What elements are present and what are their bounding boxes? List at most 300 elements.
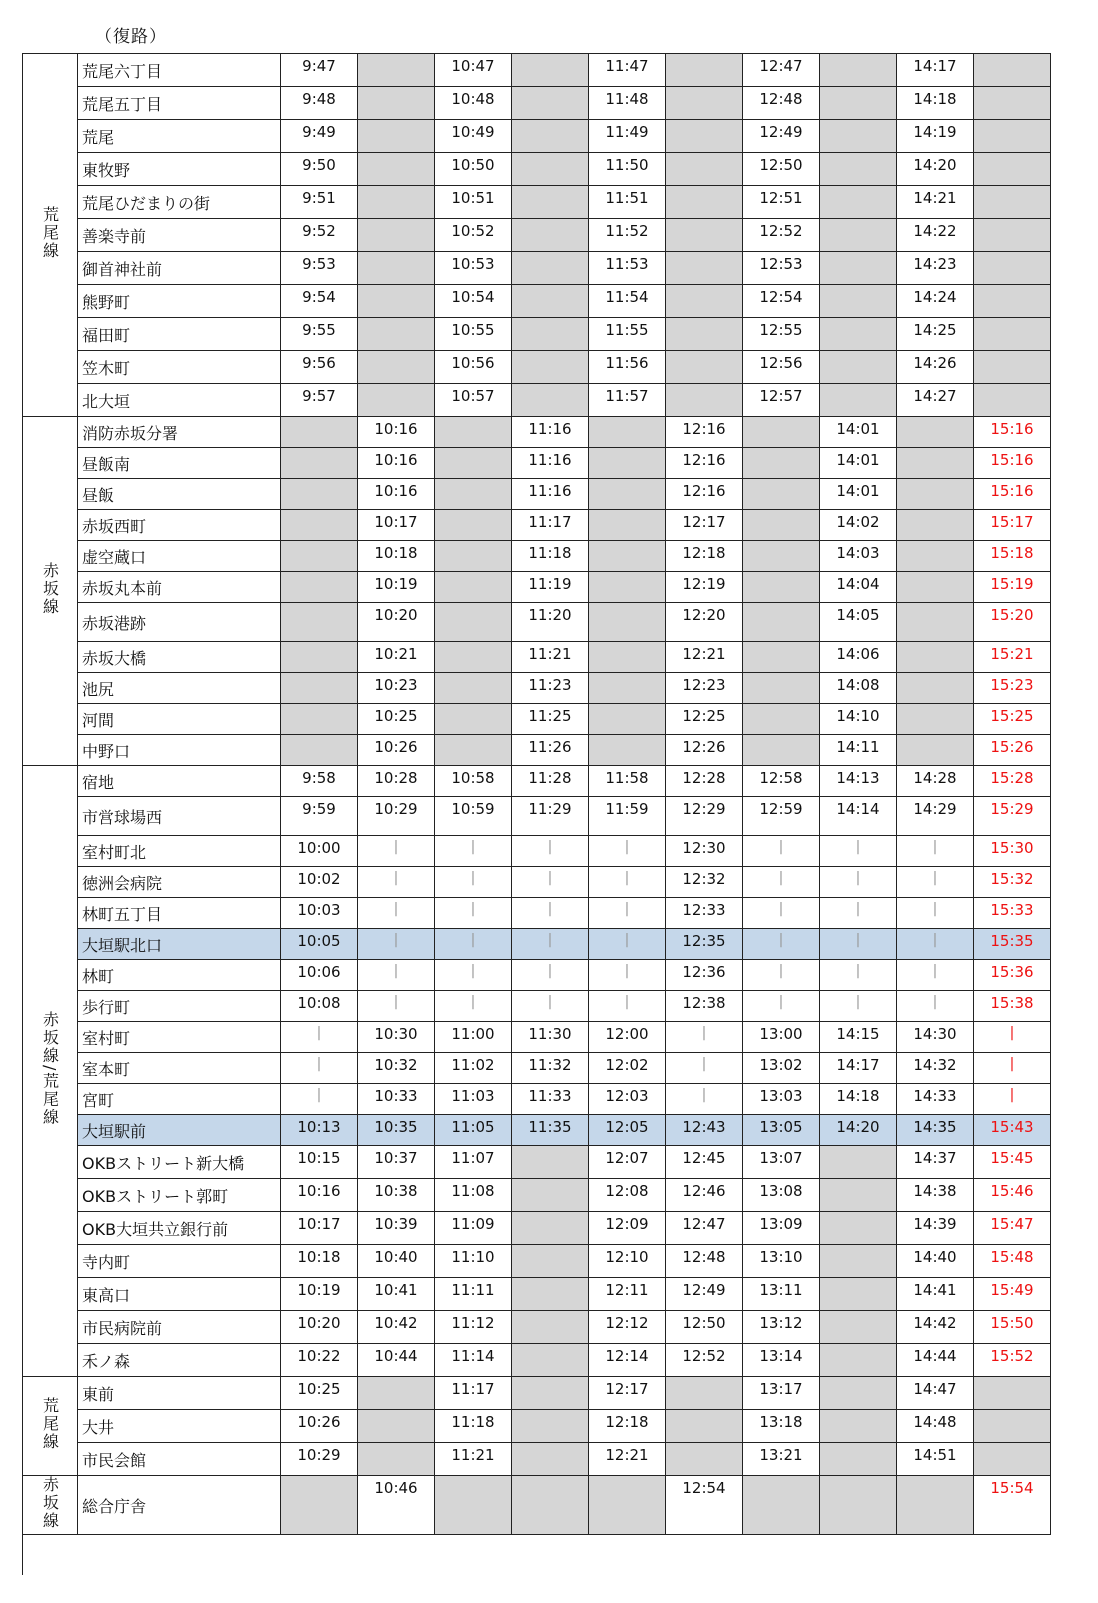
time-cell: 15:35 bbox=[974, 929, 1051, 960]
stop-name: 徳洲会病院 bbox=[78, 867, 281, 898]
stop-name: 中野口 bbox=[78, 735, 281, 766]
time-cell: 12:53 bbox=[743, 252, 820, 285]
time-cell: 15:29 bbox=[974, 797, 1051, 836]
time-cell: 15:18 bbox=[974, 541, 1051, 572]
time-cell: 10:19 bbox=[281, 1278, 358, 1311]
pass-through-cell: | bbox=[897, 929, 974, 960]
time-cell: 15:30 bbox=[974, 836, 1051, 867]
no-service-cell bbox=[512, 384, 589, 417]
no-service-cell bbox=[974, 1443, 1051, 1476]
stop-name: 林町五丁目 bbox=[78, 898, 281, 929]
timetable-row bbox=[23, 351, 1051, 384]
no-service-cell bbox=[743, 642, 820, 673]
no-service-cell bbox=[435, 1476, 512, 1535]
stop-name: 東前 bbox=[78, 1377, 281, 1410]
time-cell: 14:18 bbox=[820, 1084, 897, 1115]
no-service-cell bbox=[666, 1410, 743, 1443]
no-service-cell bbox=[512, 1278, 589, 1311]
time-cell: 9:52 bbox=[281, 219, 358, 252]
no-service-cell bbox=[435, 603, 512, 642]
line-label bbox=[23, 1377, 78, 1476]
no-service-cell bbox=[743, 673, 820, 704]
pass-through-cell: | bbox=[743, 929, 820, 960]
no-service-cell bbox=[512, 1443, 589, 1476]
line-label bbox=[23, 1476, 78, 1535]
stop-name: 東牧野 bbox=[78, 153, 281, 186]
time-cell: 11:03 bbox=[435, 1084, 512, 1115]
no-service-cell bbox=[358, 186, 435, 219]
pass-through-cell: | bbox=[897, 836, 974, 867]
time-cell: 12:47 bbox=[666, 1212, 743, 1245]
no-service-cell bbox=[589, 510, 666, 541]
time-cell: 10:57 bbox=[435, 384, 512, 417]
time-cell: 11:17 bbox=[512, 510, 589, 541]
time-cell: 11:26 bbox=[512, 735, 589, 766]
time-cell: 11:02 bbox=[435, 1053, 512, 1084]
time-cell: 10:26 bbox=[281, 1410, 358, 1443]
no-service-cell bbox=[974, 120, 1051, 153]
time-cell: 14:35 bbox=[897, 1115, 974, 1146]
no-service-cell bbox=[897, 417, 974, 448]
no-service-cell bbox=[743, 541, 820, 572]
time-cell: 10:18 bbox=[358, 541, 435, 572]
time-cell: 9:58 bbox=[281, 766, 358, 797]
pass-through-cell: | bbox=[281, 1022, 358, 1053]
time-cell: 14:10 bbox=[820, 704, 897, 735]
time-cell: 15:43 bbox=[974, 1115, 1051, 1146]
no-service-cell bbox=[358, 285, 435, 318]
time-cell: 11:16 bbox=[512, 479, 589, 510]
no-service-cell bbox=[820, 1476, 897, 1535]
no-service-cell bbox=[589, 1476, 666, 1535]
timetable-row bbox=[23, 991, 1051, 1022]
time-cell: 14:11 bbox=[820, 735, 897, 766]
stop-name: 御首神社前 bbox=[78, 252, 281, 285]
timetable-row bbox=[23, 673, 1051, 704]
pass-through-cell: | bbox=[358, 960, 435, 991]
time-cell: 10:41 bbox=[358, 1278, 435, 1311]
timetable-row bbox=[23, 318, 1051, 351]
no-service-cell bbox=[897, 448, 974, 479]
time-cell: 10:49 bbox=[435, 120, 512, 153]
time-cell: 10:54 bbox=[435, 285, 512, 318]
no-service-cell bbox=[974, 153, 1051, 186]
no-service-cell bbox=[358, 1410, 435, 1443]
time-cell: 14:33 bbox=[897, 1084, 974, 1115]
time-cell: 12:16 bbox=[666, 448, 743, 479]
pass-through-cell: | bbox=[512, 960, 589, 991]
no-service-cell bbox=[897, 572, 974, 603]
time-cell: 12:38 bbox=[666, 991, 743, 1022]
time-cell: 10:53 bbox=[435, 252, 512, 285]
line-label bbox=[23, 417, 78, 766]
time-cell: 10:02 bbox=[281, 867, 358, 898]
time-cell: 10:16 bbox=[358, 417, 435, 448]
no-service-cell bbox=[358, 1377, 435, 1410]
no-service-cell bbox=[897, 642, 974, 673]
time-cell: 10:59 bbox=[435, 797, 512, 836]
no-service-cell bbox=[666, 87, 743, 120]
time-cell: 11:11 bbox=[435, 1278, 512, 1311]
timetable-row bbox=[23, 704, 1051, 735]
stop-name: 赤坂西町 bbox=[78, 510, 281, 541]
no-service-cell bbox=[820, 1212, 897, 1245]
no-service-cell bbox=[820, 318, 897, 351]
no-service-cell bbox=[281, 448, 358, 479]
time-cell: 11:21 bbox=[435, 1443, 512, 1476]
no-service-cell bbox=[820, 1146, 897, 1179]
time-cell: 11:51 bbox=[589, 186, 666, 219]
timetable-row bbox=[23, 735, 1051, 766]
time-cell: 11:48 bbox=[589, 87, 666, 120]
no-service-cell bbox=[589, 448, 666, 479]
time-cell: 10:35 bbox=[358, 1115, 435, 1146]
no-service-cell bbox=[820, 186, 897, 219]
time-cell: 10:18 bbox=[281, 1245, 358, 1278]
time-cell: 9:56 bbox=[281, 351, 358, 384]
time-cell: 12:03 bbox=[589, 1084, 666, 1115]
time-cell: 10:03 bbox=[281, 898, 358, 929]
no-service-cell bbox=[666, 285, 743, 318]
stop-name: 荒尾五丁目 bbox=[78, 87, 281, 120]
time-cell: 12:16 bbox=[666, 417, 743, 448]
line-label bbox=[23, 766, 78, 1377]
no-service-cell bbox=[589, 673, 666, 704]
timetable-row bbox=[23, 898, 1051, 929]
time-cell: 13:03 bbox=[743, 1084, 820, 1115]
no-service-cell bbox=[743, 479, 820, 510]
timetable-row bbox=[23, 1179, 1051, 1212]
stop-name: OKBストリート郭町 bbox=[78, 1179, 281, 1212]
time-cell: 15:32 bbox=[974, 867, 1051, 898]
timetable-row bbox=[23, 1022, 1051, 1053]
no-service-cell bbox=[358, 351, 435, 384]
timetable-row bbox=[23, 120, 1051, 153]
time-cell: 11:17 bbox=[435, 1377, 512, 1410]
time-cell: 9:53 bbox=[281, 252, 358, 285]
time-cell: 11:28 bbox=[512, 766, 589, 797]
time-cell: 14:01 bbox=[820, 417, 897, 448]
time-cell: 14:44 bbox=[897, 1344, 974, 1377]
stop-name: 総合庁舎 bbox=[78, 1476, 281, 1535]
no-service-cell bbox=[589, 704, 666, 735]
time-cell: 12:09 bbox=[589, 1212, 666, 1245]
time-cell: 12:14 bbox=[589, 1344, 666, 1377]
no-service-cell bbox=[281, 541, 358, 572]
time-cell: 12:18 bbox=[589, 1410, 666, 1443]
pass-through-cell: | bbox=[358, 867, 435, 898]
no-service-cell bbox=[512, 1179, 589, 1212]
time-cell: 14:20 bbox=[897, 153, 974, 186]
stop-name: 室村町 bbox=[78, 1022, 281, 1053]
time-cell: 14:26 bbox=[897, 351, 974, 384]
no-service-cell bbox=[897, 541, 974, 572]
pass-through-cell: | bbox=[589, 929, 666, 960]
time-cell: 15:17 bbox=[974, 510, 1051, 541]
time-cell: 14:21 bbox=[897, 186, 974, 219]
pass-through-cell: | bbox=[435, 867, 512, 898]
timetable-row bbox=[23, 54, 1051, 87]
stop-name: 市民病院前 bbox=[78, 1311, 281, 1344]
timetable-row bbox=[23, 153, 1051, 186]
no-service-cell bbox=[589, 417, 666, 448]
time-cell: 13:07 bbox=[743, 1146, 820, 1179]
line-label-text: 荒尾線 bbox=[40, 1397, 60, 1451]
pass-through-cell: | bbox=[820, 929, 897, 960]
no-service-cell bbox=[974, 54, 1051, 87]
stop-name: 室村町北 bbox=[78, 836, 281, 867]
time-cell: 11:20 bbox=[512, 603, 589, 642]
time-cell: 12:43 bbox=[666, 1115, 743, 1146]
time-cell: 15:45 bbox=[974, 1146, 1051, 1179]
time-cell: 14:32 bbox=[897, 1053, 974, 1084]
time-cell: 10:20 bbox=[358, 603, 435, 642]
no-service-cell bbox=[666, 54, 743, 87]
timetable-row bbox=[23, 1377, 1051, 1410]
time-cell: 14:03 bbox=[820, 541, 897, 572]
time-cell: 12:17 bbox=[666, 510, 743, 541]
time-cell: 12:32 bbox=[666, 867, 743, 898]
timetable-row bbox=[23, 867, 1051, 898]
time-cell: 13:02 bbox=[743, 1053, 820, 1084]
time-cell: 14:05 bbox=[820, 603, 897, 642]
time-cell: 11:00 bbox=[435, 1022, 512, 1053]
time-cell: 14:17 bbox=[897, 54, 974, 87]
no-service-cell bbox=[589, 735, 666, 766]
no-service-cell bbox=[589, 479, 666, 510]
time-cell: 15:16 bbox=[974, 479, 1051, 510]
timetable-row bbox=[23, 1278, 1051, 1311]
time-cell: 10:16 bbox=[281, 1179, 358, 1212]
timetable-row bbox=[23, 1344, 1051, 1377]
no-service-cell bbox=[974, 285, 1051, 318]
no-service-cell bbox=[435, 479, 512, 510]
stop-name: 善楽寺前 bbox=[78, 219, 281, 252]
timetable-row bbox=[23, 1410, 1051, 1443]
no-service-cell bbox=[743, 448, 820, 479]
no-service-cell bbox=[512, 153, 589, 186]
time-cell: 12:19 bbox=[666, 572, 743, 603]
no-service-cell bbox=[358, 318, 435, 351]
pass-through-cell: | bbox=[897, 867, 974, 898]
time-cell: 12:08 bbox=[589, 1179, 666, 1212]
no-service-cell bbox=[897, 735, 974, 766]
time-cell: 10:15 bbox=[281, 1146, 358, 1179]
time-cell: 10:37 bbox=[358, 1146, 435, 1179]
no-service-cell bbox=[820, 219, 897, 252]
stop-name: 福田町 bbox=[78, 318, 281, 351]
time-cell: 11:10 bbox=[435, 1245, 512, 1278]
no-service-cell bbox=[897, 1476, 974, 1535]
stop-name: 赤坂大橋 bbox=[78, 642, 281, 673]
pass-through-cell: | bbox=[512, 898, 589, 929]
no-service-cell bbox=[743, 735, 820, 766]
no-service-cell bbox=[974, 384, 1051, 417]
no-service-cell bbox=[897, 704, 974, 735]
time-cell: 11:32 bbox=[512, 1053, 589, 1084]
time-cell: 14:40 bbox=[897, 1245, 974, 1278]
time-cell: 12:21 bbox=[589, 1443, 666, 1476]
time-cell: 14:37 bbox=[897, 1146, 974, 1179]
time-cell: 11:09 bbox=[435, 1212, 512, 1245]
pass-through-cell: | bbox=[743, 960, 820, 991]
no-service-cell bbox=[743, 417, 820, 448]
time-cell: 15:54 bbox=[974, 1476, 1051, 1535]
no-service-cell bbox=[512, 1146, 589, 1179]
stop-name: 赤坂丸本前 bbox=[78, 572, 281, 603]
no-service-cell bbox=[974, 1377, 1051, 1410]
time-cell: 14:41 bbox=[897, 1278, 974, 1311]
time-cell: 11:33 bbox=[512, 1084, 589, 1115]
time-cell: 15:46 bbox=[974, 1179, 1051, 1212]
time-cell: 10:16 bbox=[358, 479, 435, 510]
stop-name: 熊野町 bbox=[78, 285, 281, 318]
time-cell: 11:18 bbox=[435, 1410, 512, 1443]
no-service-cell bbox=[974, 87, 1051, 120]
time-cell: 15:19 bbox=[974, 572, 1051, 603]
time-cell: 11:08 bbox=[435, 1179, 512, 1212]
time-cell: 11:05 bbox=[435, 1115, 512, 1146]
time-cell: 11:58 bbox=[589, 766, 666, 797]
pass-through-cell: | bbox=[820, 991, 897, 1022]
time-cell: 15:25 bbox=[974, 704, 1051, 735]
time-cell: 13:00 bbox=[743, 1022, 820, 1053]
no-service-cell bbox=[512, 1245, 589, 1278]
stop-name: 赤坂港跡 bbox=[78, 603, 281, 642]
time-cell: 12:35 bbox=[666, 929, 743, 960]
pass-through-cell: | bbox=[281, 1053, 358, 1084]
time-cell: 15:21 bbox=[974, 642, 1051, 673]
time-cell: 10:38 bbox=[358, 1179, 435, 1212]
stop-name: 市営球場西 bbox=[78, 797, 281, 836]
time-cell: 12:52 bbox=[743, 219, 820, 252]
time-cell: 10:29 bbox=[358, 797, 435, 836]
time-cell: 15:33 bbox=[974, 898, 1051, 929]
pass-through-cell: | bbox=[589, 898, 666, 929]
time-cell: 9:59 bbox=[281, 797, 358, 836]
time-cell: 10:56 bbox=[435, 351, 512, 384]
timetable-row bbox=[23, 417, 1051, 448]
time-cell: 14:38 bbox=[897, 1179, 974, 1212]
time-cell: 10:39 bbox=[358, 1212, 435, 1245]
no-service-cell bbox=[435, 704, 512, 735]
time-cell: 14:18 bbox=[897, 87, 974, 120]
no-service-cell bbox=[974, 219, 1051, 252]
no-service-cell bbox=[512, 1410, 589, 1443]
no-service-cell bbox=[820, 1179, 897, 1212]
time-cell: 11:14 bbox=[435, 1344, 512, 1377]
pass-through-cell: | bbox=[435, 960, 512, 991]
time-cell: 10:16 bbox=[358, 448, 435, 479]
no-service-cell bbox=[820, 153, 897, 186]
no-service-cell bbox=[435, 673, 512, 704]
time-cell: 12:05 bbox=[589, 1115, 666, 1146]
no-service-cell bbox=[974, 318, 1051, 351]
time-cell: 12:23 bbox=[666, 673, 743, 704]
no-service-cell bbox=[820, 87, 897, 120]
pass-through-cell: | bbox=[974, 1053, 1051, 1084]
timetable-row bbox=[23, 1476, 1051, 1535]
time-cell: 15:28 bbox=[974, 766, 1051, 797]
line-label-text: 赤坂線/荒尾線 bbox=[40, 1011, 60, 1127]
time-cell: 11:30 bbox=[512, 1022, 589, 1053]
time-cell: 14:47 bbox=[897, 1377, 974, 1410]
no-service-cell bbox=[435, 510, 512, 541]
time-cell: 12:29 bbox=[666, 797, 743, 836]
stop-name: OKB大垣共立銀行前 bbox=[78, 1212, 281, 1245]
no-service-cell bbox=[897, 673, 974, 704]
pass-through-cell: | bbox=[743, 898, 820, 929]
pass-through-cell: | bbox=[820, 898, 897, 929]
time-cell: 10:46 bbox=[358, 1476, 435, 1535]
no-service-cell bbox=[820, 1377, 897, 1410]
no-service-cell bbox=[358, 54, 435, 87]
no-service-cell bbox=[666, 120, 743, 153]
no-service-cell bbox=[589, 642, 666, 673]
time-cell: 15:16 bbox=[974, 448, 1051, 479]
time-cell: 12:50 bbox=[666, 1311, 743, 1344]
pass-through-cell: | bbox=[743, 867, 820, 898]
no-service-cell bbox=[974, 252, 1051, 285]
no-service-cell bbox=[820, 285, 897, 318]
timetable-row bbox=[23, 1443, 1051, 1476]
time-cell: 10:48 bbox=[435, 87, 512, 120]
pass-through-cell: | bbox=[666, 1084, 743, 1115]
time-cell: 14:27 bbox=[897, 384, 974, 417]
no-service-cell bbox=[281, 510, 358, 541]
time-cell: 11:18 bbox=[512, 541, 589, 572]
time-cell: 15:47 bbox=[974, 1212, 1051, 1245]
stop-name: 大垣駅北口 bbox=[78, 929, 281, 960]
time-cell: 13:09 bbox=[743, 1212, 820, 1245]
stop-name: 北大垣 bbox=[78, 384, 281, 417]
time-cell: 12:00 bbox=[589, 1022, 666, 1053]
pass-through-cell: | bbox=[589, 991, 666, 1022]
no-service-cell bbox=[281, 603, 358, 642]
time-cell: 10:58 bbox=[435, 766, 512, 797]
line-label-text: 赤坂線 bbox=[40, 1476, 60, 1530]
no-service-cell bbox=[281, 479, 358, 510]
time-cell: 13:11 bbox=[743, 1278, 820, 1311]
time-cell: 15:50 bbox=[974, 1311, 1051, 1344]
time-cell: 13:18 bbox=[743, 1410, 820, 1443]
time-cell: 13:05 bbox=[743, 1115, 820, 1146]
no-service-cell bbox=[512, 1344, 589, 1377]
pass-through-cell: | bbox=[512, 836, 589, 867]
time-cell: 14:29 bbox=[897, 797, 974, 836]
time-cell: 11:12 bbox=[435, 1311, 512, 1344]
time-cell: 12:16 bbox=[666, 479, 743, 510]
no-service-cell bbox=[666, 1443, 743, 1476]
timetable-title: （復路） bbox=[95, 27, 167, 47]
no-service-cell bbox=[820, 1344, 897, 1377]
time-cell: 14:51 bbox=[897, 1443, 974, 1476]
time-cell: 12:36 bbox=[666, 960, 743, 991]
time-cell: 10:50 bbox=[435, 153, 512, 186]
timetable-row bbox=[23, 572, 1051, 603]
time-cell: 11:25 bbox=[512, 704, 589, 735]
time-cell: 15:36 bbox=[974, 960, 1051, 991]
time-cell: 10:23 bbox=[358, 673, 435, 704]
no-service-cell bbox=[820, 384, 897, 417]
no-service-cell bbox=[820, 1311, 897, 1344]
time-cell: 14:06 bbox=[820, 642, 897, 673]
no-service-cell bbox=[589, 603, 666, 642]
time-cell: 9:55 bbox=[281, 318, 358, 351]
time-cell: 13:10 bbox=[743, 1245, 820, 1278]
time-cell: 10:05 bbox=[281, 929, 358, 960]
stop-name: 林町 bbox=[78, 960, 281, 991]
